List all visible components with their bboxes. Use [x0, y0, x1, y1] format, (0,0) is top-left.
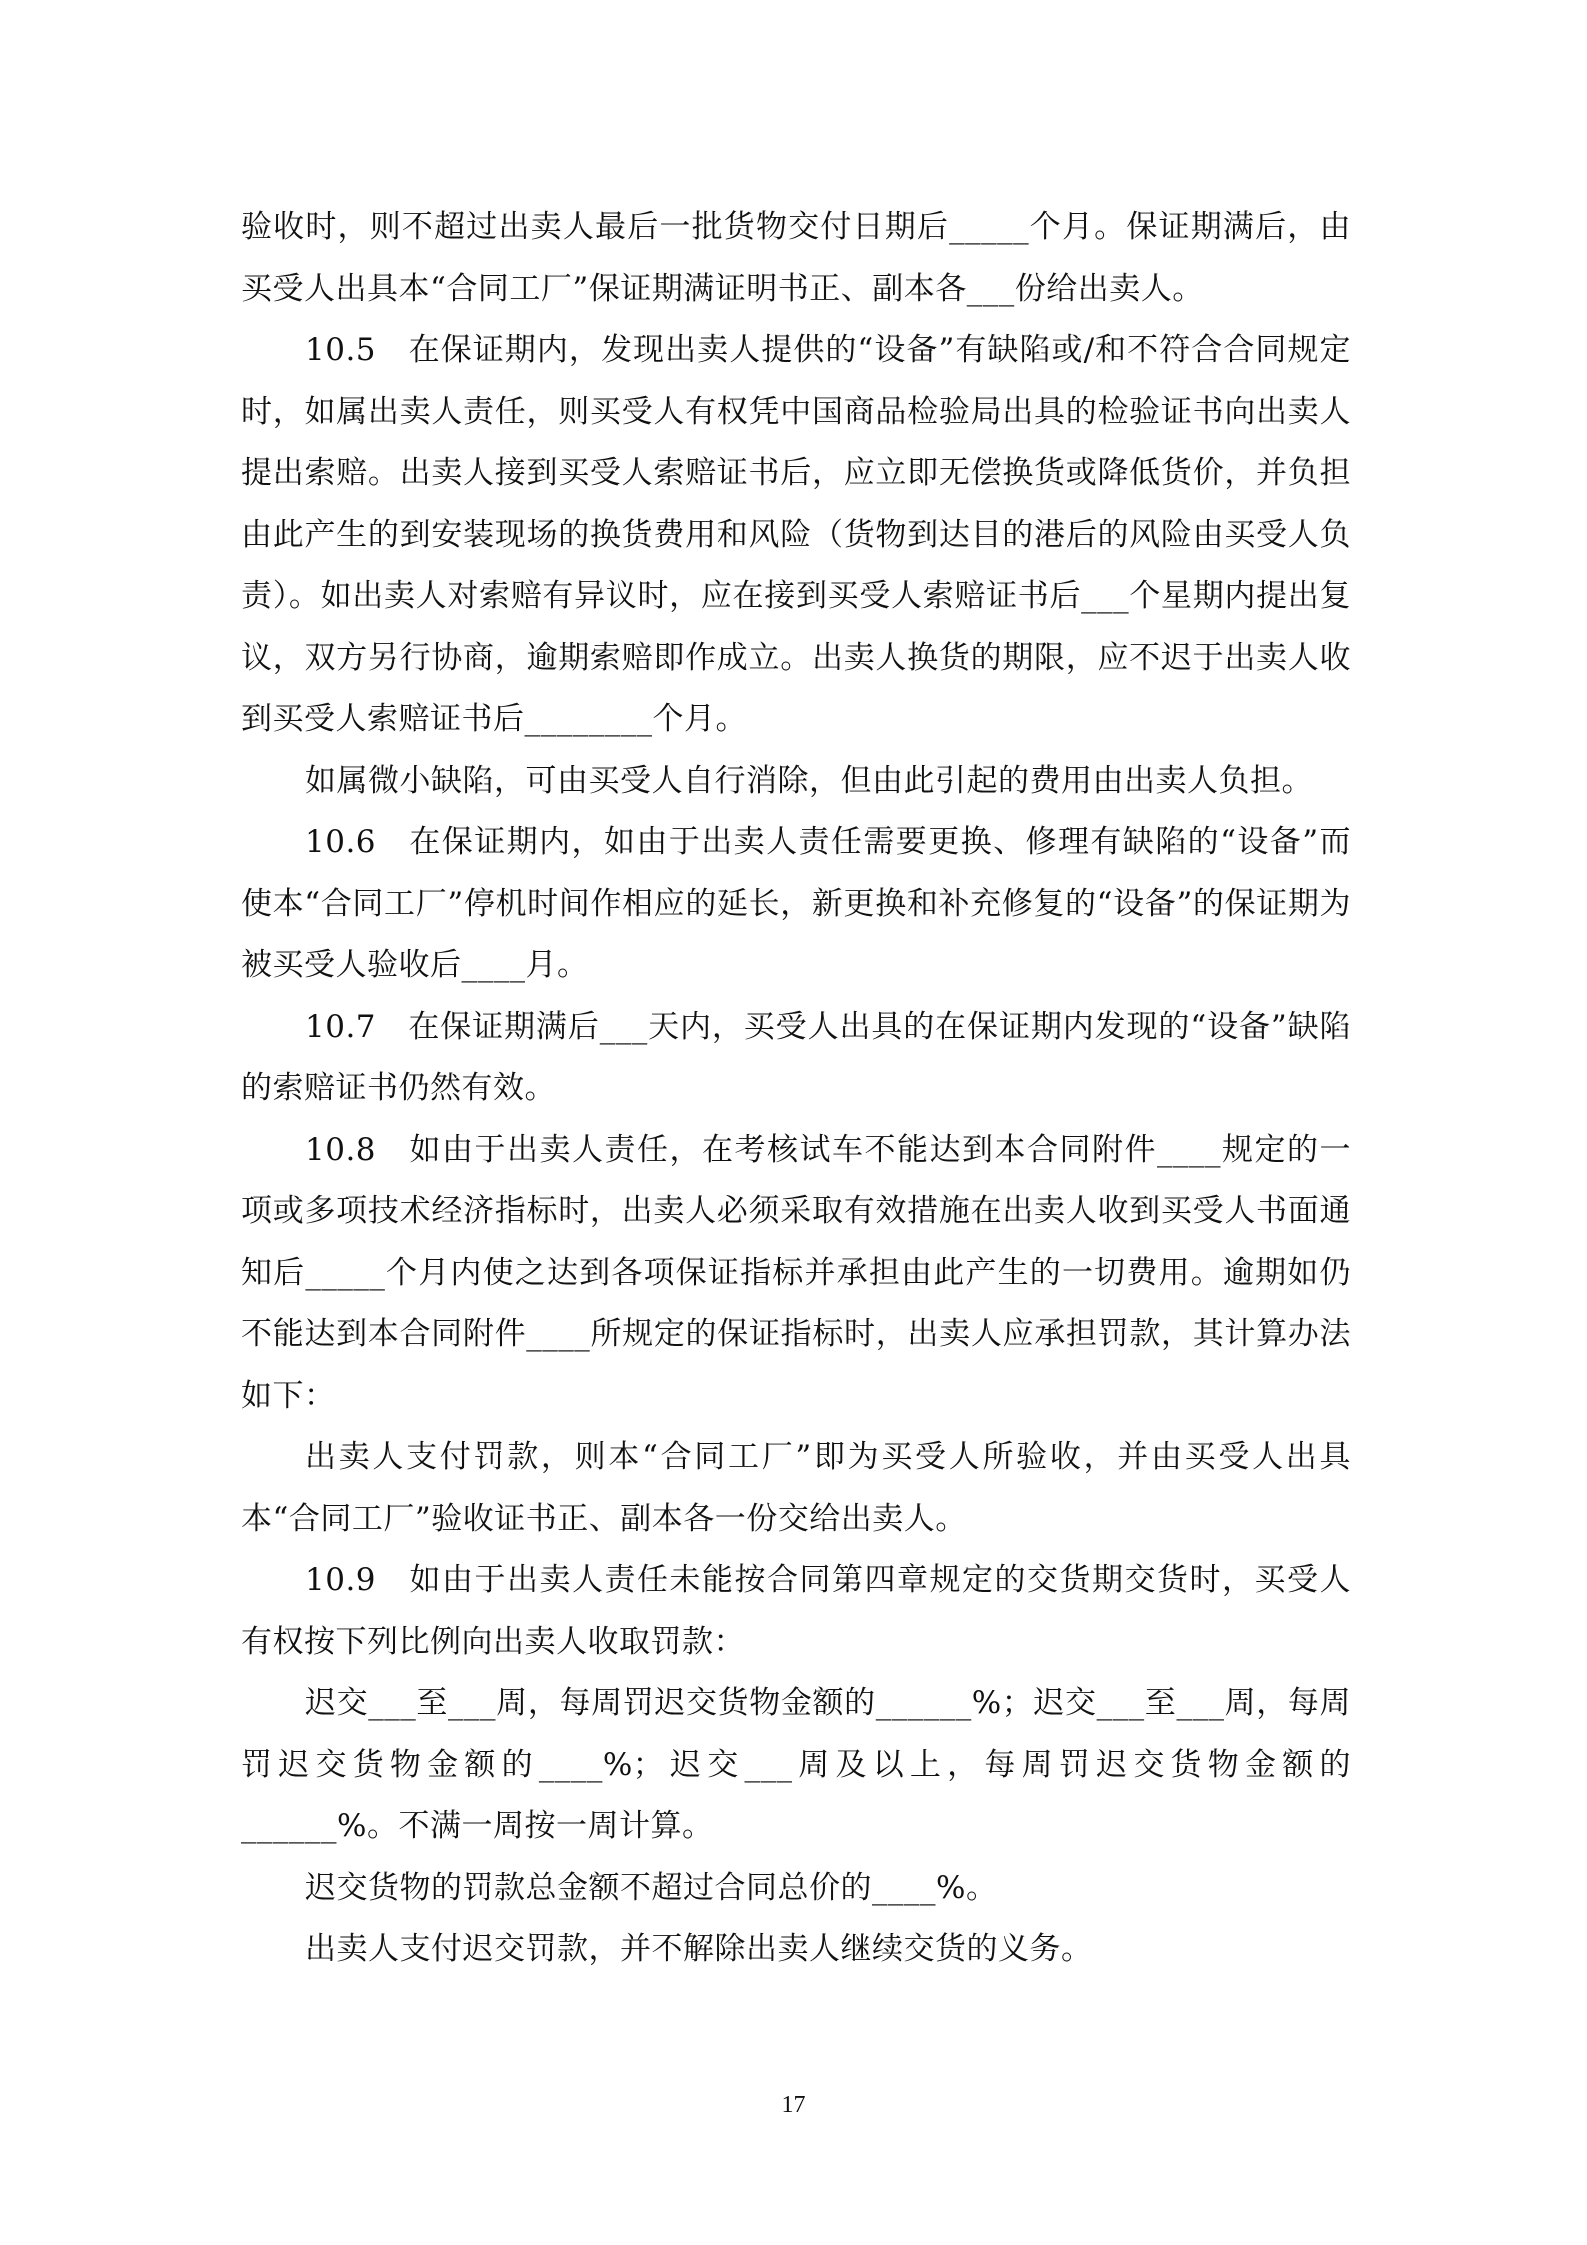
paragraph-clause-10-9: 10.9 如由于出卖人责任未能按合同第四章规定的交货期交货时，买受人有权按下列比例向出卖人收取罚款：	[241, 1562, 1351, 1660]
document-body	[241, 197, 1351, 1981]
paragraph-clause-10-7: 10.7 在保证期满后___天内，买受人出具的在保证期内发现的“设备”缺陷的索赔证书仍然有效。	[241, 1008, 1351, 1106]
page-number: 17	[781, 2092, 806, 2118]
paragraph-clause-10-8: 10.8 如由于出卖人责任，在考核试车不能达到本合同附件____规定的一项或多项技术经济指标时，出卖人必须采取有效措施在出卖人收到买受人书面通知后_____个月内使之达到各项保证指标并承担由此产生的一切费用。逾期如仍不能达到本合同附件____所规定的保证指标时，出卖人应承担罚款，其计算办法如下：	[241, 1131, 1351, 1414]
paragraph-penalty-cap: 迟交货物的罚款总金额不超过合同总价的____%。	[305, 1869, 998, 1906]
paragraph-clause-10-5: 10.5 在保证期内，发现出卖人提供的“设备”有缺陷或/和不符合合同规定时，如属出卖人责任，则买受人有权凭中国商品检验局出具的检验证书向出卖人提出索赔。出卖人接到买受人索赔证书后，应立即无偿换货或降低货价，并负担由此产生的到安装现场的换货费用和风险（货物到达目的港后的风险由买受人负责）。如出卖人对索赔有异议时，应在接到买受人索赔证书后___个星期内提出复议，双方另行协商，逾期索赔即作成立。出卖人换货的期限，应不迟于出卖人收到买受人索赔证书后________个月。	[241, 332, 1351, 737]
paragraph-penalty-acceptance: 出卖人支付罚款，则本“合同工厂”即为买受人所验收，并由买受人出具本“合同工厂”验收证书正、副本各一份交给出卖人。	[241, 1439, 1351, 1537]
paragraph-warranty-expiry: 验收时，则不超过出卖人最后一批货物交付日期后_____个月。保证期满后，由买受人出具本“合同工厂”保证期满证明书正、副本各___份给出卖人。	[241, 209, 1351, 307]
paragraph-clause-10-6: 10.6 在保证期内，如由于出卖人责任需要更换、修理有缺陷的“设备”而使本“合同工厂”停机时间作相应的延长，新更换和补充修复的“设备”的保证期为被买受人验收后____月。	[241, 824, 1351, 983]
paragraph-late-delivery-rates: 迟交___至___周，每周罚迟交货物金额的______%；迟交___至___周，每周罚迟交货物金额的____%；迟交___周及以上，每周罚迟交货物金额的______%。不满一周按一周计算。	[241, 1685, 1351, 1844]
paragraph-minor-defects: 如属微小缺陷，可由买受人自行消除，但由此引起的费用由出卖人负担。	[305, 762, 1313, 799]
paragraph-delivery-obligation: 出卖人支付迟交罚款，并不解除出卖人继续交货的义务。	[305, 1931, 1093, 1967]
